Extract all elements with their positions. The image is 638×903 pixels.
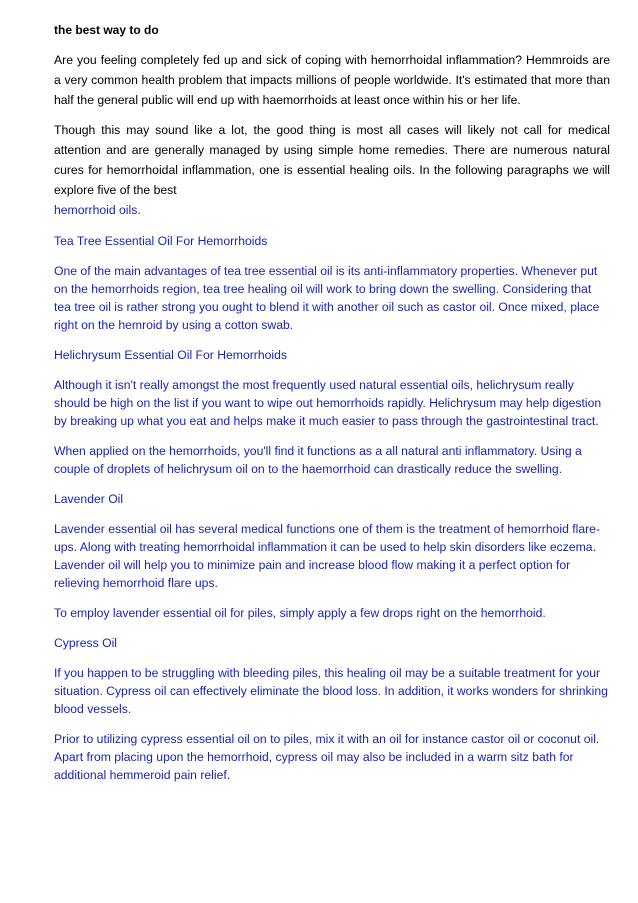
section-paragraph-tea-tree: One of the main advantages of tea tree essential oil is its anti-inflammatory properties. Whenever put on the hemorrhoids region, tea tree healing oil will work to bring down the swelling. Considering that tea tree oil is rather strong you ought to blend it with another oil such as castor oil. Once mixed, place right on the hemroid by using a cotton swab. (54, 264, 600, 332)
section-heading-cypress: Cypress Oil (54, 636, 117, 650)
cures-text: Though this may sound like a lot, the good thing is most all cases will likely not call for medical attention and are generally managed by using simple home remedies. There are numerous natural cures for hemorrhoidal inflammation, one is essential healing oils. In the following paragraphs we will explore five of the best (54, 123, 610, 197)
section-heading-tea-tree: Tea Tree Essential Oil For Hemorrhoids (54, 234, 268, 248)
section-paragraph-helichrysum-2: When applied on the hemorrhoids, you'll find it functions as a all natural anti inflammatory. Using a couple of droplets of helichrysum oil on to the haemorrhoid can drastically reduce the swelling. (54, 444, 582, 476)
section-paragraph-cypress-1: If you happen to be struggling with bleeding piles, this healing oil may be a suitable treatment for your situation. Cypress oil can effectively eliminate the blood loss. In addition, it works wonders for shrinking blood vessels. (54, 666, 608, 716)
section-paragraph-lavender-2: To employ lavender essential oil for piles, simply apply a few drops right on the hemorrhoid. (54, 606, 546, 620)
document-title: the best way to do (54, 23, 159, 37)
section-heading-lavender: Lavender Oil (54, 492, 124, 506)
section-heading-helichrysum: Helichrysum Essential Oil For Hemorrhoids (54, 348, 287, 362)
hemorrhoid-oils-link[interactable]: hemorrhoid oils. (54, 203, 141, 217)
cures-paragraph (54, 120, 610, 220)
section-paragraph-lavender-1: Lavender essential oil has several medical functions one of them is the treatment of hemorrhoid flare-ups. Along with treating hemorrhoidal inflammation it can be used to help skin disorders like eczema. Lavender oil will help you to minimize pain and increase blood flow making it a perfect option for relieving hemorrhoid flare ups. (54, 522, 601, 590)
intro-paragraph: Are you feeling completely fed up and sick of coping with hemorrhoidal inflammation? Hemmroids are a very common health problem that impacts millions of people worldwide. It's estimated that more than half the general public will end up with haemorrhoids at least once within his or her life. (54, 53, 610, 107)
section-paragraph-helichrysum-1: Although it isn't really amongst the most frequently used natural essential oils, helichrysum really should be high on the list if you want to wipe out hemorrhoids rapidly. Helichrysum may help digestion by breaking up what you eat and helps make it much easier to pass through the gastrointestinal tract. (54, 378, 602, 428)
document-page (54, 22, 610, 796)
section-paragraph-cypress-2: Prior to utilizing cypress essential oil on to piles, mix it with an oil for instance castor oil or coconut oil. Apart from placing upon the hemorrhoid, cypress oil may also be included in a warm sitz bath for additional hemmeroid pain relief. (54, 732, 600, 782)
